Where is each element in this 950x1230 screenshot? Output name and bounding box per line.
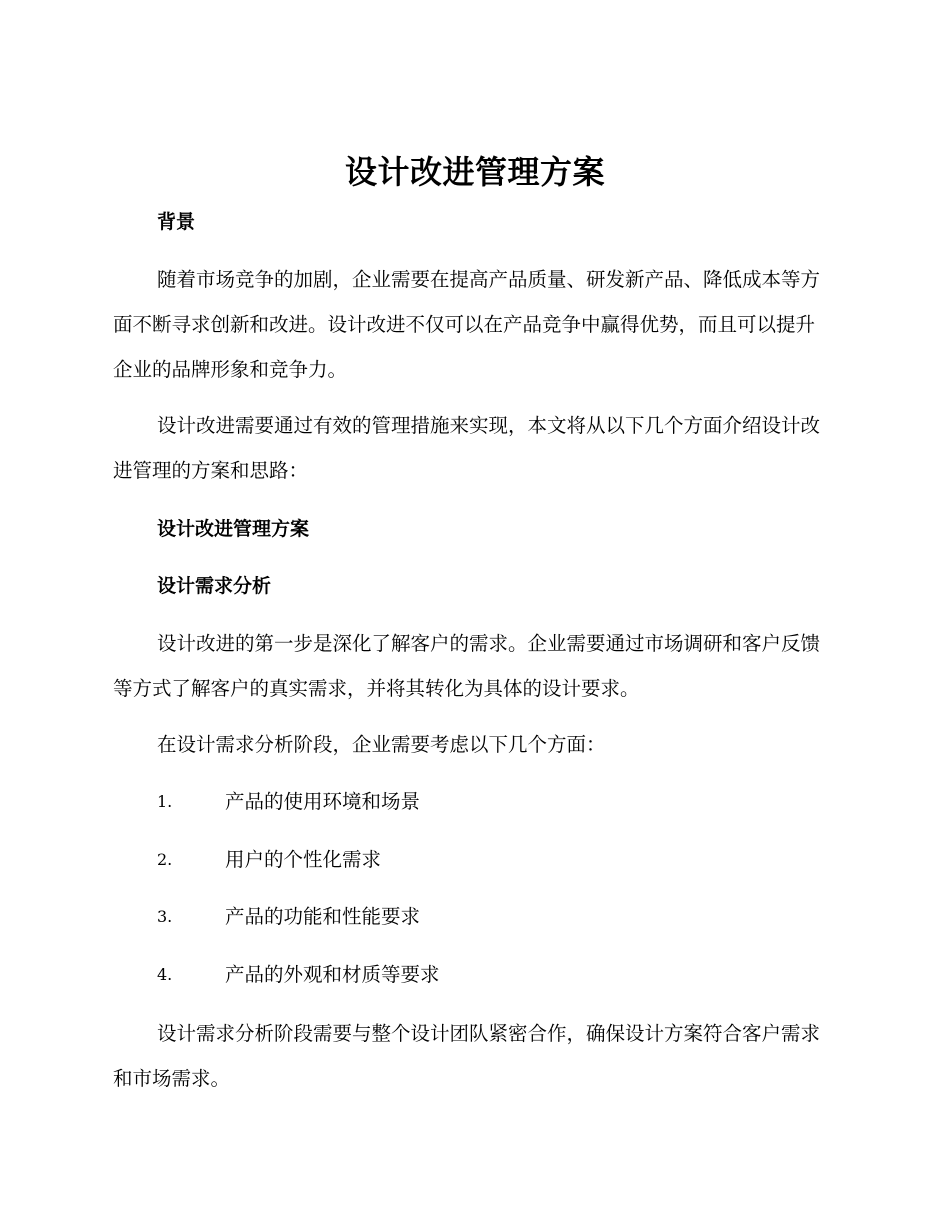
list-item-text: 产品的功能和性能要求 <box>225 905 421 928</box>
list-item-number: 3. <box>157 907 173 926</box>
list-item-number: 1. <box>157 792 173 811</box>
list-item-text: 用户的个性化需求 <box>225 848 382 871</box>
section-heading-analysis: 设计需求分析 <box>157 575 272 597</box>
section-heading-plan: 设计改进管理方案 <box>157 518 310 540</box>
section-heading-background: 背景 <box>157 211 196 233</box>
background-paragraph-2: 设计改进需要通过有效的管理措施来实现，本文将从以下几个方面介绍设计改进管理的方案和思路： <box>113 414 821 482</box>
analysis-paragraph-3: 设计需求分析阶段需要与整个设计团队紧密合作，确保设计方案符合客户需求和市场需求。 <box>113 1022 821 1090</box>
background-paragraph-1: 随着市场竞争的加剧，企业需要在提高产品质量、研发新产品、降低成本等方面不断寻求创新和改进。设计改进不仅可以在产品竞争中赢得优势，而且可以提升企业的品牌形象和竞争力。 <box>113 268 821 381</box>
list-item-text: 产品的使用环境和场景 <box>225 790 421 813</box>
document-title: 设计改进管理方案 <box>344 153 605 191</box>
analysis-paragraph-2: 在设计需求分析阶段，企业需要考虑以下几个方面： <box>157 733 606 756</box>
list-item-text: 产品的外观和材质等要求 <box>225 963 440 986</box>
list-item-number: 2. <box>157 850 173 869</box>
list-item-number: 4. <box>157 965 173 984</box>
analysis-paragraph-1: 设计改进的第一步是深化了解客户的需求。企业需要通过市场调研和客户反馈等方式了解客户的真实需求，并将其转化为具体的设计要求。 <box>113 632 821 700</box>
